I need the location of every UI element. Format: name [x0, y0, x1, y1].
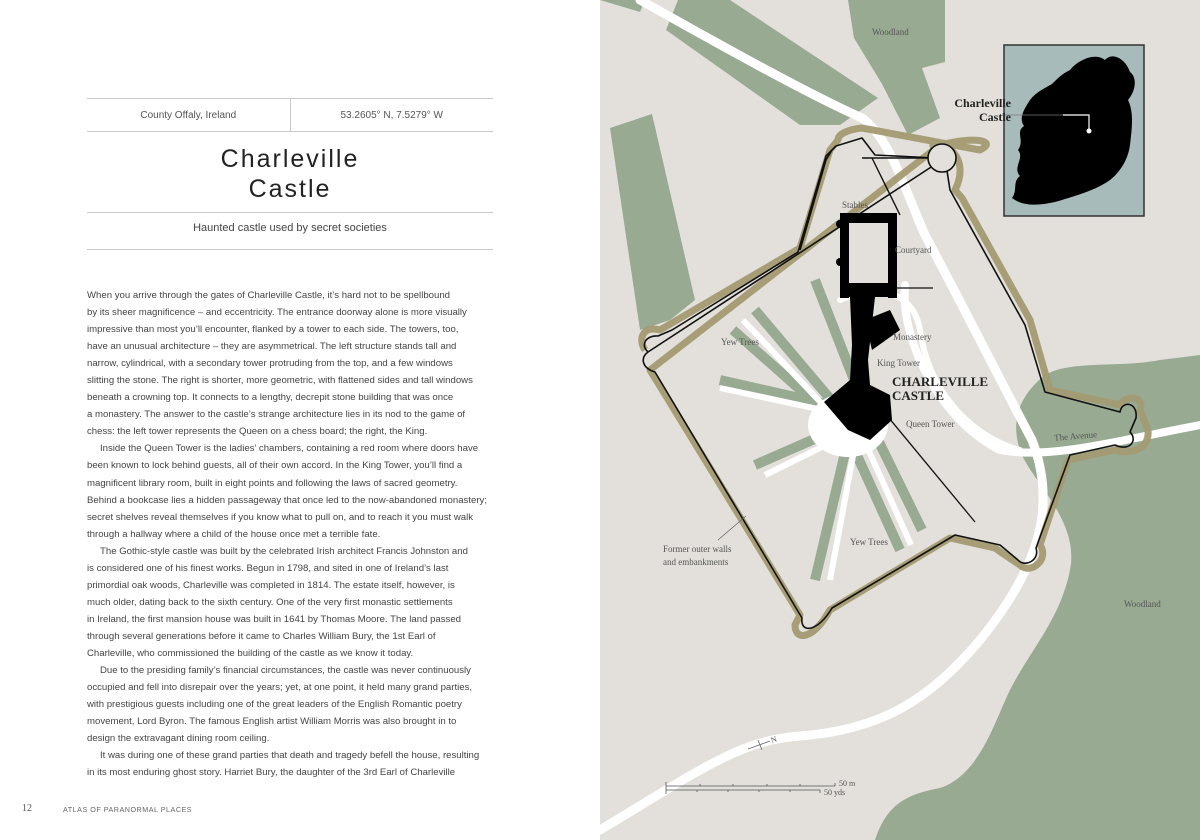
- scale-label-metric: 50 m: [839, 779, 856, 788]
- label-courtyard: Courtyard: [895, 245, 932, 255]
- body-line: in its most enduring ghost story. Harriet Bury, the daughter of the 3rd Earl of Charleville: [87, 767, 456, 779]
- label-inset-line-1: Charleville: [954, 96, 1011, 110]
- label-outer-walls-line-2: and embankments: [663, 557, 729, 567]
- body-line: with prestigious guests including one of the great leaders of the English Romantic poetry: [87, 699, 462, 711]
- running-head: ATLAS OF PARANORMAL PLACES: [63, 805, 193, 814]
- body-line: Charleville, who commissioned the building of the castle as we know it today.: [87, 647, 414, 659]
- label-king-tower: King Tower: [877, 358, 920, 368]
- body-line: much older, dating back to the sixth century. One of the very first monastic settlements: [87, 596, 453, 608]
- body-line: magnificent library room, built in eight points and following the laws of sacred geometry.: [87, 477, 458, 489]
- castle-map: [600, 0, 1200, 840]
- body-line: narrow, cylindrical, with a secondary tower protruding from the top, and a few windows: [87, 358, 453, 370]
- body-line: The Gothic-style castle was built by the celebrated Irish architect Francis Johnston and: [100, 545, 468, 557]
- label-outer-walls-line-1: Former outer walls: [663, 544, 732, 554]
- title-line-2: Castle: [248, 175, 332, 203]
- body-line: beneath a crowning top. It connects to a lengthy, decrepit stone building that was once: [87, 392, 454, 404]
- label-woodland-bottom: Woodland: [1124, 599, 1161, 609]
- subtitle: Haunted castle used by secret societies: [193, 222, 387, 234]
- body-line: Inside the Queen Tower is the ladies’ chambers, containing a red room where doors have: [100, 443, 479, 455]
- label-monastery: Monastery: [893, 332, 932, 342]
- map-page: [600, 0, 1200, 840]
- label-yew-trees-lower: Yew Trees: [850, 537, 888, 547]
- body-line: by its sheer magnificence – and eccentricity. The entrance doorway alone is more visually: [87, 307, 467, 319]
- label-inset-charleville-castle: [940, 96, 1011, 124]
- label-the-avenue: The Avenue: [1053, 429, 1098, 443]
- body-line: through a hallway where a child of the house once met a terrible fate.: [87, 528, 381, 540]
- body-line: been known to lock behind guests, all of their own accord. In the King Tower, you’ll find a: [87, 460, 463, 472]
- page-title: [87, 144, 493, 204]
- body-line: Behind a bookcase lies a hidden passageway that once led to the now-abandoned monastery;: [87, 494, 488, 506]
- body-line: occupied and fell into disrepair over the years; yet, at one point, it held many grand parties,: [87, 682, 473, 694]
- body-line: It was during one of these grand parties that death and tragedy befell the house, resulting: [100, 750, 480, 762]
- body-line: a monastery. The answer to the castle’s strange architecture lies in its nod to the game of: [87, 409, 466, 421]
- page-number: 12: [22, 803, 32, 814]
- meta-bar: [87, 98, 493, 132]
- label-charleville-castle: [892, 375, 988, 403]
- inset-map-ireland: [1002, 45, 1144, 216]
- body-line: secret shelves reveal themselves if you know what to pull on, and to reach it you must walk: [87, 511, 474, 523]
- title-divider: [87, 212, 493, 213]
- subtitle-divider: [87, 249, 493, 250]
- body-line: movement, Lord Byron. The famous English artist William Morris was also brought in to: [87, 716, 457, 728]
- label-castle-line-1: CHARLEVILLE: [892, 374, 989, 389]
- location-label: County Offaly, Ireland: [140, 109, 237, 121]
- label-outer-walls: [663, 543, 731, 569]
- label-castle-line-2: CASTLE: [892, 388, 945, 403]
- body-line: When you arrive through the gates of Charleville Castle, it’s hard not to be spellbound: [87, 290, 450, 301]
- body-line: slitting the stone. The right is shorter, more geometric, with flattened sides and tall windows: [87, 375, 473, 387]
- body-line: in Ireland, the first mansion house was built in 1641 by Thomas Moore. The land passed: [87, 613, 462, 625]
- body-line: have an unusual architecture – they are asymmetrical. The left structure stands tall and: [87, 341, 457, 353]
- label-inset-line-2: Castle: [979, 110, 1011, 124]
- svg-text:N: N: [769, 734, 779, 745]
- label-stables: Stables: [842, 200, 868, 210]
- scale-label-imperial: 50 yds: [824, 788, 846, 797]
- coordinates-label: 53.2605° N, 7.5279° W: [290, 99, 494, 131]
- body-line: Due to the presiding family’s financial circumstances, the castle was never continuously: [100, 665, 471, 677]
- body-line: through several generations before it came to Charles William Bury, the 1st Earl of: [87, 630, 436, 642]
- body-line: impressive than most you’ll encounter, flanked by a tower to each side. The towers, too,: [87, 324, 459, 336]
- title-line-1: Charleville: [220, 145, 360, 173]
- body-line: chess: the left tower represents the Queen on a chess board; the right, the King.: [87, 426, 428, 438]
- body-line: primordial oak woods, Charleville was completed in 1814. The estate itself, however, is: [87, 579, 455, 591]
- label-yew-trees-upper: Yew Trees: [721, 337, 759, 347]
- label-woodland-top: Woodland: [872, 27, 909, 37]
- body-line: design the extravagant dining room ceiling.: [87, 733, 270, 745]
- body-line: is considered one of his finest works. Begun in 1798, and sited in one of Ireland’s last: [87, 562, 449, 574]
- body-text: [87, 287, 497, 781]
- label-queen-tower: Queen Tower: [906, 419, 955, 429]
